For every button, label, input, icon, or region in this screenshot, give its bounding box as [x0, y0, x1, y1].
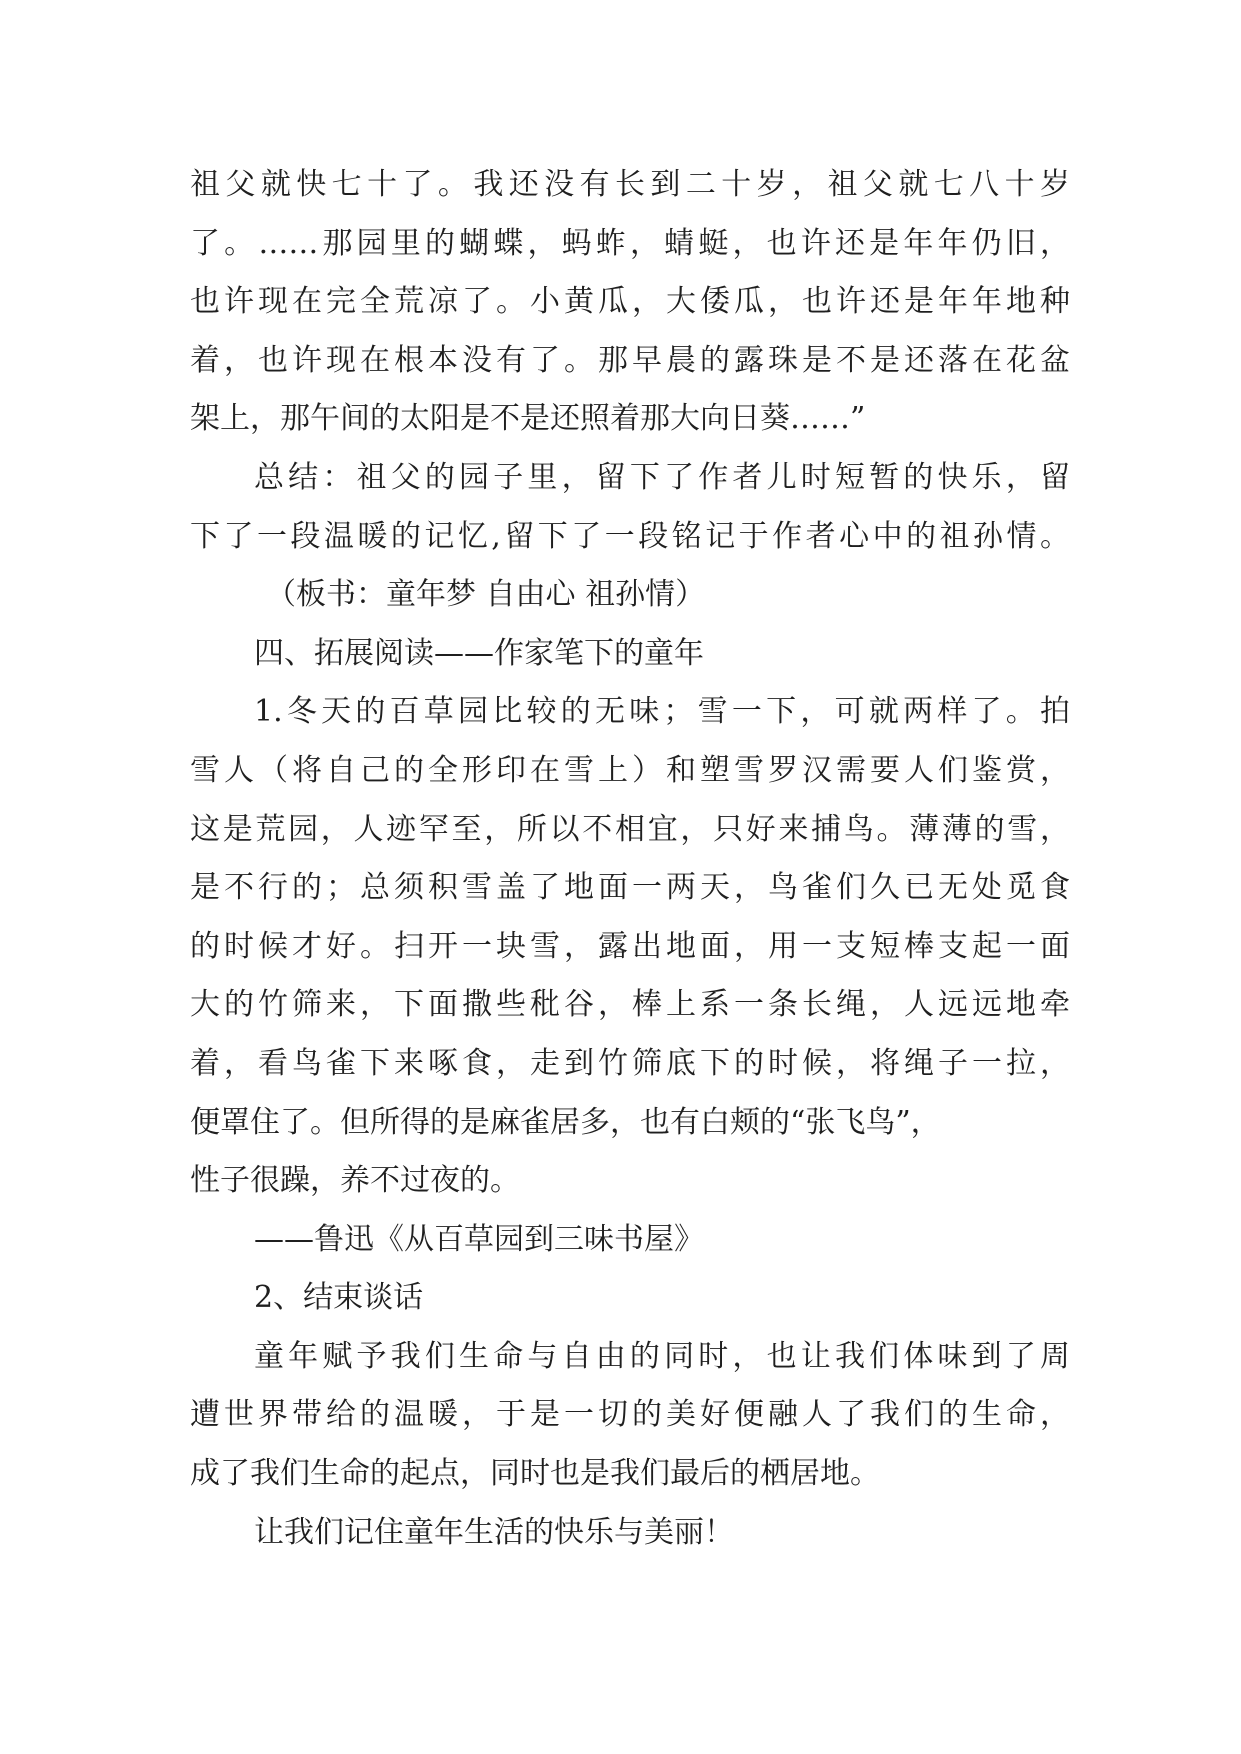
- text-line: 性子很躁，养不过夜的。: [190, 1163, 520, 1199]
- quote-attribution: ——鲁迅《从百草园到三味书屋》: [254, 1221, 704, 1257]
- text-line: 是不行的；总须积雪盖了地面一两天，鸟雀们久已无处觅食: [190, 870, 1070, 906]
- text-line: 了。……那园里的蝴蝶，蚂蚱，蜻蜓，也许还是年年仍旧，: [190, 225, 1070, 261]
- text-line: 也许现在完全荒凉了。小黄瓜，大倭瓜，也许还是年年地种: [190, 284, 1070, 320]
- section-heading: 四、拓展阅读——作家笔下的童年: [254, 635, 704, 671]
- text-line: 雪人（将自己的全形印在雪上）和塑雪罗汉需要人们鉴赏，: [190, 752, 1070, 788]
- closing-line: 让我们记住童年生活的快乐与美丽！: [254, 1514, 734, 1550]
- section-heading: 2、结束谈话: [254, 1280, 424, 1316]
- text-line: 便罩住了。但所得的是麻雀居多，也有白颊的“张飞鸟”，: [190, 1104, 941, 1140]
- blackboard-note: （板书：童年梦 自由心 祖孙情）: [266, 577, 706, 613]
- text-line: 祖父就快七十了。我还没有长到二十岁，祖父就七八十岁: [190, 167, 1070, 202]
- text-line: 遭世界带给的温暖，于是一切的美好便融人了我们的生命，: [190, 1397, 1070, 1433]
- text-line: 着，也许现在根本没有了。那早晨的露珠是不是还落在花盆: [190, 342, 1070, 378]
- body-text: [190, 156, 1070, 1562]
- text-line: 的时候才好。扫开一块雪，露出地面，用一支短棒支起一面: [190, 928, 1070, 964]
- text-line: 下了一段温暖的记忆,留下了一段铭记于作者心中的祖孙情。: [190, 518, 1070, 554]
- text-line: 着，看鸟雀下来啄食，走到竹筛底下的时候，将绳子一拉，: [190, 1045, 1070, 1081]
- text-line: 这是荒园，人迹罕至，所以不相宜，只好来捕鸟。薄薄的雪，: [190, 811, 1070, 847]
- text-line: 架上，那午间的太阳是不是还照着那大向日葵……”: [190, 401, 866, 437]
- summary-line: 总结：祖父的园子里，留下了作者儿时短暂的快乐，留: [254, 459, 1070, 495]
- text-line: 大的竹筛来，下面撒些秕谷，棒上系一条长绳，人远远地牵: [190, 987, 1070, 1023]
- text-line: 1.冬天的百草园比较的无味；雪一下，可就两样了。拍: [254, 694, 1070, 730]
- text-line: 成了我们生命的起点，同时也是我们最后的栖居地。: [190, 1456, 880, 1492]
- text-line: 童年赋予我们生命与自由的同时，也让我们体味到了周: [254, 1338, 1070, 1374]
